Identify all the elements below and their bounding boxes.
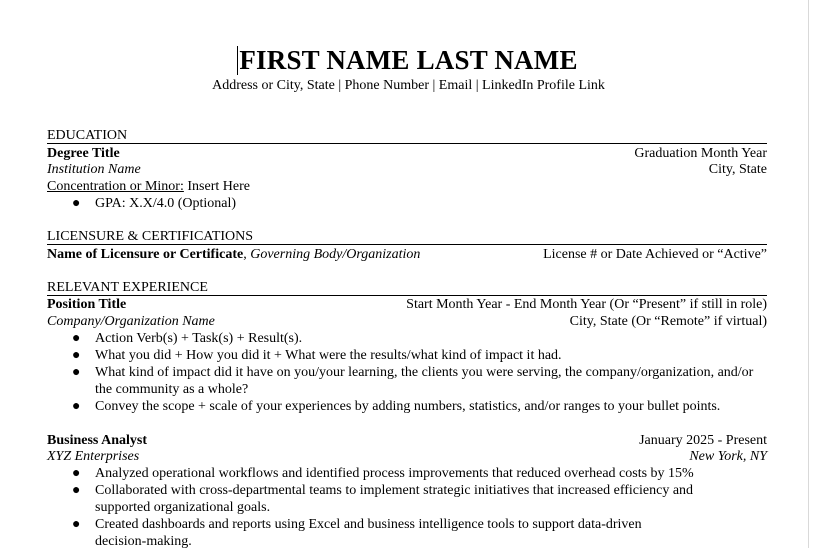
bullet-text: Convey the scope + scale of your experiences by adding numbers, statistics, and/or ranges to your bullet points.	[95, 399, 721, 414]
bullet-icon: ●	[72, 365, 81, 380]
licensure-separator: ,	[243, 247, 251, 262]
education-institution-row[interactable]	[47, 161, 767, 178]
education-degree-row[interactable]	[47, 145, 767, 162]
bullet-text: Analyzed operational workflows and identified process improvements that reduced overhead costs by 15%	[95, 466, 694, 481]
job-company-row[interactable]	[47, 448, 767, 465]
institution-name: Institution Name	[47, 162, 141, 177]
section-heading-education[interactable]	[47, 128, 767, 144]
job-location: City, State (Or “Remote” if virtual)	[569, 314, 767, 329]
job-dates: Start Month Year - End Month Year (Or “Present” if still in role)	[406, 297, 767, 312]
job-company-row[interactable]	[47, 313, 767, 330]
section-heading-licensure[interactable]	[47, 229, 767, 245]
governing-body: Governing Body/Organization	[250, 247, 421, 262]
contact-line[interactable]: Address or City, State | Phone Number | Email | LinkedIn Profile Link	[212, 78, 605, 93]
bullet-icon: ●	[72, 483, 81, 498]
job-location: New York, NY	[689, 449, 767, 464]
gpa-text: GPA: X.X/4.0 (Optional)	[95, 196, 237, 211]
education-concentration-row[interactable]	[47, 178, 767, 195]
job-company: Company/Organization Name	[47, 314, 215, 329]
job-title-row[interactable]	[47, 296, 767, 313]
bullet-icon: ●	[72, 466, 81, 481]
concentration-value: Insert Here	[183, 179, 250, 194]
bullet-icon: ●	[72, 331, 81, 346]
job-title: Business Analyst	[47, 433, 147, 448]
section-heading-text: RELEVANT EXPERIENCE	[47, 280, 208, 295]
bullet-text: What you did + How you did it + What were the results/what kind of impact it had.	[95, 348, 562, 363]
concentration-label: Concentration or Minor:	[47, 179, 184, 194]
bullet-icon: ●	[72, 348, 81, 363]
licensure-name: Name of Licensure or Certificate	[47, 247, 244, 262]
job-title-row[interactable]	[47, 432, 767, 449]
resume-name[interactable]: FIRST NAME LAST NAME	[239, 45, 578, 75]
job-dates: January 2025 - Present	[639, 433, 767, 448]
licensure-detail: License # or Date Achieved or “Active”	[543, 247, 767, 262]
bullet-text: Action Verb(s) + Task(s) + Result(s).	[95, 331, 303, 346]
text-cursor	[237, 46, 238, 75]
degree-title: Degree Title	[47, 146, 120, 161]
section-heading-text: EDUCATION	[47, 128, 128, 143]
graduation-date: Graduation Month Year	[634, 146, 767, 161]
bullet-icon: ●	[72, 399, 81, 414]
bullet-text: Created dashboards and reports using Excel and business intelligence tools to support data-driven decision-making.	[95, 517, 642, 548]
job-title: Position Title	[47, 297, 127, 312]
bullet-icon: ●	[72, 196, 81, 211]
bullet-icon: ●	[72, 517, 81, 532]
section-heading-experience[interactable]	[47, 280, 767, 296]
bullet-text: What kind of impact did it have on you/your learning, the clients you were serving, the company/organization, and/or the community as a whole?	[95, 365, 754, 397]
licensure-row[interactable]	[47, 246, 767, 263]
bullet-text: Collaborated with cross-departmental teams to implement strategic initiatives that increased efficiency and supported organizational goals.	[95, 483, 694, 515]
section-heading-text: LICENSURE & CERTIFICATIONS	[47, 229, 254, 244]
institution-location: City, State	[708, 162, 767, 177]
job-company: XYZ Enterprises	[47, 449, 140, 464]
